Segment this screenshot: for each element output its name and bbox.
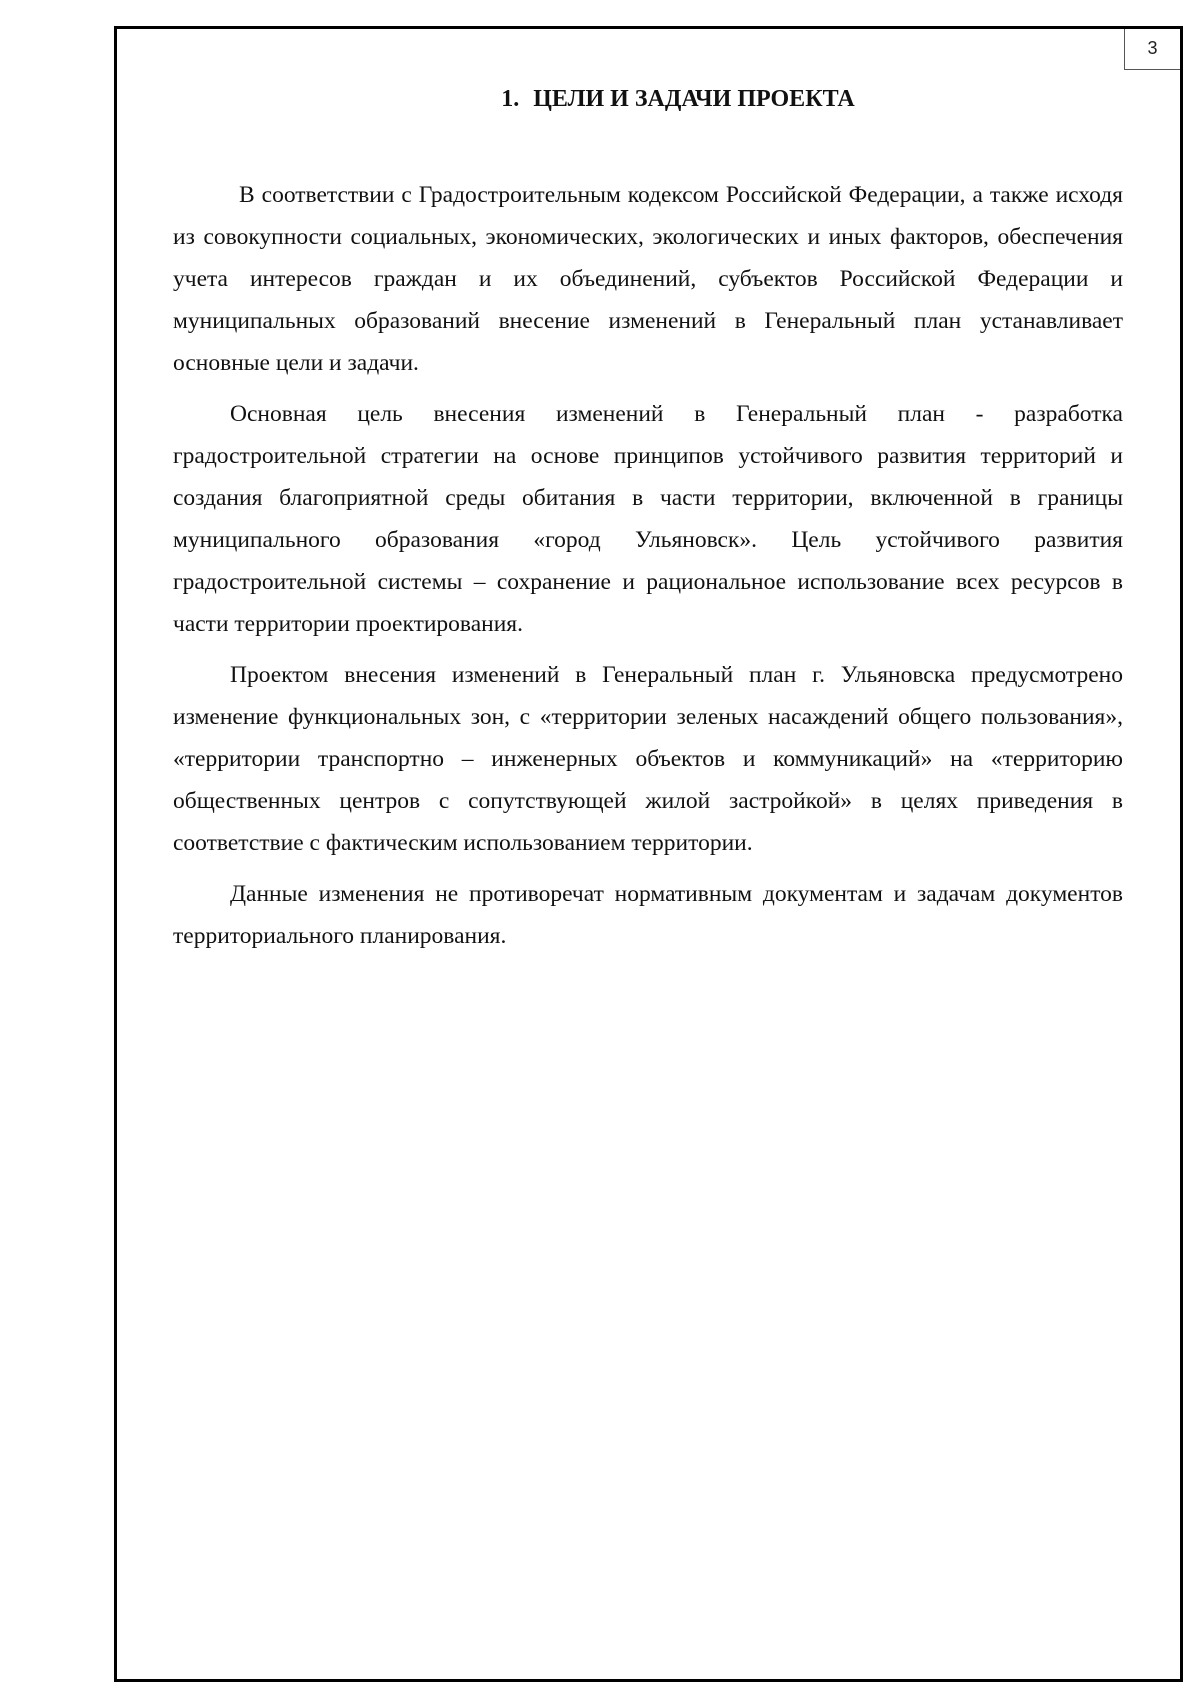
section-title: ЦЕЛИ И ЗАДАЧИ ПРОЕКТА [533,86,855,112]
section-number: 1. [501,86,520,112]
page-number: 3 [1124,29,1180,70]
document-body [173,82,1123,966]
paragraph-4: Данные изменения не противоречат нормативным документам и задачам документов территориального планирования. [173,881,1123,949]
paragraph-1: В соответствии с Градостроительным кодексом Российской Федерации, а также исходя из совокупности социальных, экономических, экологических и иных факторов, обеспечения учета интересов граждан и их объединений, субъектов Российской Федерации и муниципальных образований внесение изменений в Генеральный план устанавливает основные цели и задачи. [173,182,1123,376]
paragraph-3: Проектом внесения изменений в Генеральный план г. Ульяновска предусмотрено изменение функциональных зон, с «территории зеленых насаждений общего пользования», «территории транспортно – инженерных объектов и коммуникаций» на «территорию общественных центров с сопутствующей жилой застройкой» в целях приведения в соответствие с фактическим использованием территории. [173,662,1123,856]
paragraph-2: Основная цель внесения изменений в Генеральный план - разработка градостроительной стратегии на основе принципов устойчивого развития территорий и создания благоприятной среды обитания в части территории, включенной в границы муниципального образования «город Ульяновск». Цель устойчивого развития градостроительной системы – сохранение и рациональное использование всех ресурсов в части территории проектирования. [173,401,1123,637]
section-heading [173,82,1123,116]
